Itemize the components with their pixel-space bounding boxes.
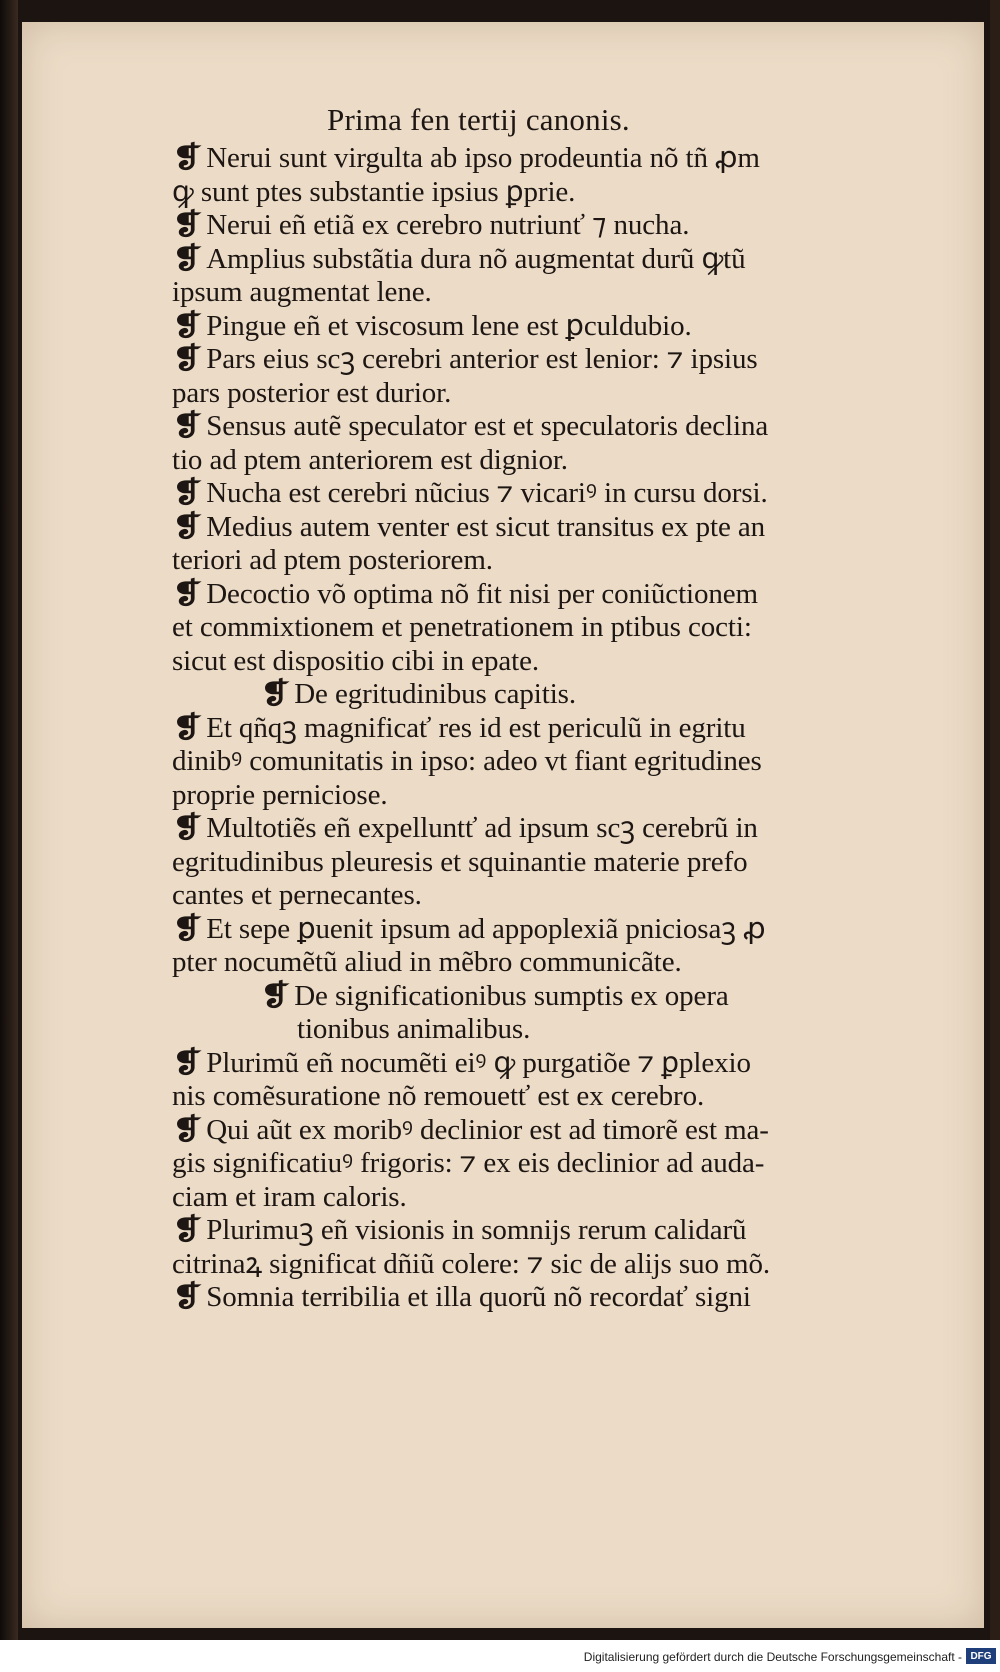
text-line [172, 745, 962, 779]
text-line [172, 1080, 962, 1114]
paragraph [172, 343, 962, 410]
line-text: tio ad ptem anteriorem est dignior. [172, 443, 568, 476]
digitization-footer [0, 1642, 1000, 1672]
line-text: Plurimũ eñ nocumẽti eiꝰ ꝙ purgatiõe ⁊ ꝑplexio [206, 1046, 751, 1079]
line-text: Plurimuꝫ eñ visionis in somnijs rerum calidarũ [206, 1214, 747, 1246]
text-line [172, 611, 962, 645]
paragraph [172, 511, 962, 578]
running-head: Prima fen tertij canonis. [327, 102, 630, 137]
scan-right-edge [990, 0, 1000, 1640]
paragraph [172, 209, 962, 243]
dfg-logo: DFG [966, 1648, 996, 1664]
pilcrow-mark: ❡ [172, 1214, 203, 1246]
text-line [172, 343, 962, 377]
line-text: citrinaꝝ significat dñiũ colere: ⁊ sic de alijs suo mõ. [172, 1247, 771, 1280]
text-line [172, 1114, 962, 1148]
text-line [172, 544, 962, 578]
footer-credit: Digitalisierung gefördert durch die Deutsche Forschungsgemeinschaft - [583, 1650, 962, 1664]
paragraph [172, 578, 962, 679]
paragraph [172, 310, 962, 344]
line-text: Somnia terribilia et illa quorũ nõ recordať signi [206, 1281, 751, 1313]
line-text: nis comẽsuratione nõ remouetť est ex cerebro. [172, 1080, 705, 1112]
line-text: ciam et iram caloris. [172, 1180, 407, 1213]
line-text: Medius autem venter est sicut transitus ex pte an [206, 510, 766, 543]
text-line [172, 511, 962, 545]
text-line [172, 879, 962, 913]
paragraph-list [172, 142, 962, 1315]
line-text: Sensus autẽ speculator est et speculatoris declina [206, 410, 769, 442]
pilcrow-mark: ❡ [172, 343, 203, 375]
line-text: sicut est dispositio cibi in epate. [172, 644, 540, 677]
text-line [172, 645, 962, 679]
paragraph [172, 142, 962, 209]
pilcrow-mark: ❡ [172, 912, 203, 945]
paragraph [172, 712, 962, 813]
line-text: Amplius substãtia dura nõ augmentat durũ ꝙtũ [206, 242, 746, 275]
pilcrow-mark: ❡ [172, 1281, 203, 1313]
text-line [172, 578, 962, 612]
line-text: ipsum augmentat lene. [172, 276, 432, 308]
pilcrow-mark: ❡ [172, 1046, 203, 1079]
text-line [172, 1147, 962, 1181]
section-heading [172, 678, 962, 712]
line-text: Pars eius scꝫ cerebri anterior est lenior: ⁊ ipsius [206, 343, 758, 375]
text-line [172, 209, 962, 243]
line-text: Et sepe ꝑuenit ipsum ad appoplexiã pniciosaꝫ ꝓ [206, 912, 766, 945]
line-text: De egritudinibus capitis. [294, 678, 577, 710]
text-line [172, 1013, 962, 1047]
binding-shadow [0, 0, 18, 1640]
paragraph [172, 812, 962, 913]
text-line [172, 142, 962, 176]
pilcrow-mark: ❡ [172, 209, 203, 241]
paragraph [172, 477, 962, 511]
text-line [172, 1248, 962, 1282]
line-text: Nerui eñ etiã ex cerebro nutriunť ⁊ nucha. [206, 209, 690, 241]
line-text: proprie perniciose. [172, 778, 388, 811]
line-text: Pingue eñ et viscosum lene est ꝑculdubio. [206, 309, 692, 342]
pilcrow-mark: ❡ [260, 678, 291, 710]
pilcrow-mark: ❡ [172, 410, 203, 442]
line-text: Multotiẽs eñ expelluntť ad ipsum scꝫ cerebrũ in [206, 812, 758, 844]
text-line [172, 1047, 962, 1081]
text-line [172, 1214, 962, 1248]
paragraph [172, 1114, 962, 1215]
paragraph [172, 913, 962, 980]
text-line [172, 1181, 962, 1215]
text-line [172, 980, 962, 1014]
paragraph [172, 1214, 962, 1281]
text-line [172, 243, 962, 277]
pilcrow-mark: ❡ [172, 1113, 203, 1146]
line-text: Qui aũt ex moribꝰ declinior est ad timorẽ est ma- [206, 1113, 769, 1146]
text-line [172, 678, 962, 712]
text-line [172, 913, 962, 947]
line-text: Decoctio võ optima nõ fit nisi per coniũctionem [206, 577, 759, 610]
pilcrow-mark: ❡ [172, 142, 203, 174]
line-text: ꝙ sunt ptes substantie ipsius ꝑprie. [172, 175, 576, 208]
pilcrow-mark: ❡ [172, 309, 203, 342]
text-line [172, 1281, 962, 1315]
line-text: De significationibus sumptis ex opera [294, 979, 729, 1012]
text-line [172, 176, 962, 210]
pilcrow-mark: ❡ [172, 577, 203, 610]
line-text: pars posterior est durior. [172, 376, 452, 409]
line-text: dinibꝰ comunitatis in ipso: adeo vt fiant egritudines [172, 745, 762, 777]
text-line [172, 946, 962, 980]
section-heading [172, 980, 962, 1047]
text-line [172, 310, 962, 344]
line-text: Nerui sunt virgulta ab ipso prodeuntia nõ tñ ꝓm [206, 142, 760, 174]
line-text: egritudinibus pleuresis et squinantie materie prefo [172, 845, 748, 878]
line-text: et commixtionem et penetrationem in ptibus cocti: [172, 611, 752, 643]
pilcrow-mark: ❡ [172, 510, 203, 543]
line-text: teriori ad ptem posteriorem. [172, 544, 493, 576]
text-block [172, 100, 962, 1315]
line-text: pter nocumẽtũ aliud in mẽbro communicãte. [172, 946, 682, 978]
text-line [172, 410, 962, 444]
pilcrow-mark: ❡ [172, 812, 203, 844]
pilcrow-mark: ❡ [260, 979, 291, 1012]
line-text: cantes et pernecantes. [172, 879, 422, 911]
pilcrow-mark: ❡ [172, 477, 203, 509]
paragraph [172, 243, 962, 310]
text-line [172, 377, 962, 411]
text-line [172, 444, 962, 478]
line-text: gis significatiuꝰ frigoris: ⁊ ex eis declinior ad auda- [172, 1147, 765, 1179]
line-text: Nucha est cerebri nũcius ⁊ vicariꝰ in cursu dorsi. [206, 477, 768, 509]
text-line [172, 477, 962, 511]
paragraph [172, 410, 962, 477]
text-line [172, 812, 962, 846]
text-line [172, 712, 962, 746]
printed-page [22, 22, 984, 1628]
paragraph [172, 1047, 962, 1114]
text-line [172, 276, 962, 310]
text-line [172, 846, 962, 880]
pilcrow-mark: ❡ [172, 242, 203, 275]
pilcrow-mark: ❡ [172, 711, 203, 744]
line-text: tionibus animalibus. [297, 1013, 531, 1045]
line-text: Et qñqꝫ magnificať res id est periculũ in egritu [206, 711, 746, 744]
paragraph [172, 1281, 962, 1315]
text-line [172, 779, 962, 813]
